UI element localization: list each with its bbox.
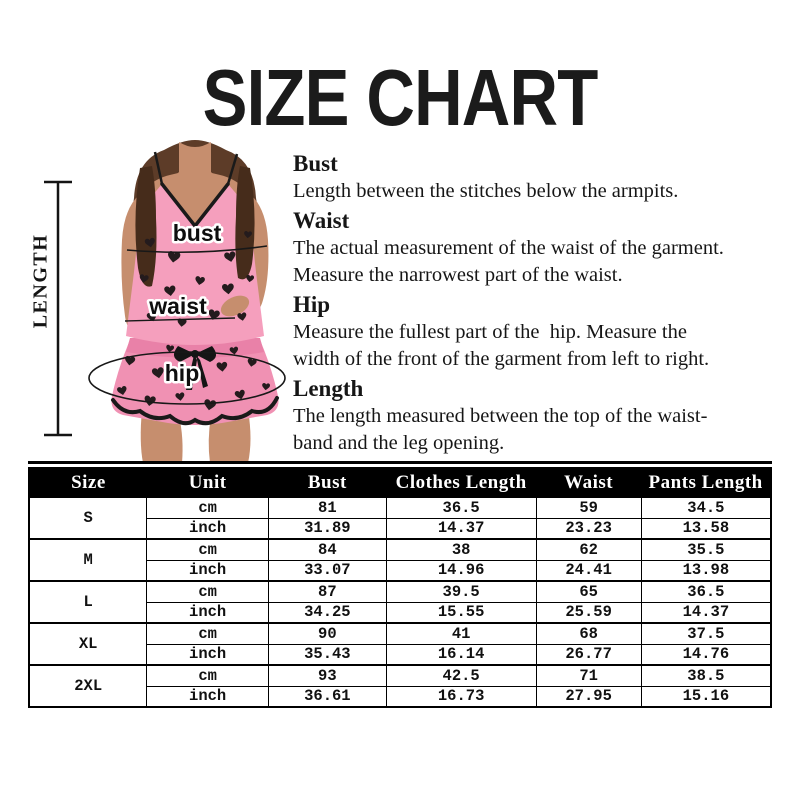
unit-cell: inch bbox=[147, 686, 269, 707]
value-cell: 16.73 bbox=[386, 686, 536, 707]
unit-cell: cm bbox=[147, 539, 269, 560]
table-header-unit: Unit bbox=[147, 468, 269, 497]
value-cell: 93 bbox=[268, 665, 386, 686]
waist-annotation-label: waist bbox=[149, 293, 207, 319]
table-row bbox=[29, 665, 771, 686]
length-measure bbox=[26, 158, 90, 450]
value-cell: 31.89 bbox=[268, 518, 386, 539]
table-header-size: Size bbox=[29, 468, 147, 497]
value-cell: 35.43 bbox=[268, 644, 386, 665]
value-cell: 14.37 bbox=[386, 518, 536, 539]
value-cell: 23.23 bbox=[536, 518, 641, 539]
definition-line: The length measured between the top of the waist- bbox=[293, 404, 708, 427]
value-cell: 36.61 bbox=[268, 686, 386, 707]
size-cell: L bbox=[29, 581, 147, 623]
value-cell: 35.5 bbox=[641, 539, 771, 560]
value-cell: 14.76 bbox=[641, 644, 771, 665]
model-hair-lock-left bbox=[135, 166, 156, 287]
value-cell: 39.5 bbox=[386, 581, 536, 602]
definitions-list bbox=[293, 149, 779, 458]
value-cell: 14.96 bbox=[386, 560, 536, 581]
size-cell: XL bbox=[29, 623, 147, 665]
unit-cell: cm bbox=[147, 665, 269, 686]
value-cell: 81 bbox=[268, 497, 386, 518]
table-header-waist: Waist bbox=[536, 468, 641, 497]
value-cell: 27.95 bbox=[536, 686, 641, 707]
value-cell: 36.5 bbox=[386, 497, 536, 518]
definition-line: Measure the narrowest part of the waist. bbox=[293, 264, 623, 286]
value-cell: 65 bbox=[536, 581, 641, 602]
value-cell: 33.07 bbox=[268, 560, 386, 581]
table-row bbox=[29, 581, 771, 602]
size-cell: S bbox=[29, 497, 147, 539]
table-row bbox=[29, 539, 771, 560]
unit-cell: cm bbox=[147, 497, 269, 518]
value-cell: 71 bbox=[536, 665, 641, 686]
definition-line: width of the front of the garment from left to right. bbox=[293, 348, 710, 370]
size-table-section bbox=[28, 461, 772, 708]
table-row bbox=[29, 497, 771, 518]
value-cell: 87 bbox=[268, 581, 386, 602]
value-cell: 90 bbox=[268, 623, 386, 644]
definition-line: Measure the fullest part of the hip. Measure the bbox=[293, 320, 687, 343]
unit-cell: inch bbox=[147, 518, 269, 539]
value-cell: 68 bbox=[536, 623, 641, 644]
value-cell: 25.59 bbox=[536, 602, 641, 623]
value-cell: 41 bbox=[386, 623, 536, 644]
unit-cell: inch bbox=[147, 644, 269, 665]
definition-term-waist: Waist bbox=[293, 207, 350, 233]
page-title-row bbox=[0, 53, 800, 142]
value-cell: 26.77 bbox=[536, 644, 641, 665]
bust-annotation-label: bust bbox=[172, 220, 222, 246]
value-cell: 36.5 bbox=[641, 581, 771, 602]
definition-line: The actual measurement of the waist of the garment. bbox=[293, 236, 724, 259]
unit-cell: inch bbox=[147, 560, 269, 581]
value-cell: 13.98 bbox=[641, 560, 771, 581]
value-cell: 34.25 bbox=[268, 602, 386, 623]
table-header-row bbox=[29, 468, 771, 497]
definition-term-hip: Hip bbox=[293, 291, 331, 317]
value-cell: 13.58 bbox=[641, 518, 771, 539]
definition-term-length: Length bbox=[293, 375, 364, 401]
table-top-rule bbox=[28, 461, 772, 464]
value-cell: 16.14 bbox=[386, 644, 536, 665]
value-cell: 14.37 bbox=[641, 602, 771, 623]
value-cell: 38 bbox=[386, 539, 536, 560]
unit-cell: cm bbox=[147, 581, 269, 602]
value-cell: 24.41 bbox=[536, 560, 641, 581]
size-cell: 2XL bbox=[29, 665, 147, 707]
definition-term-bust: Bust bbox=[293, 151, 338, 176]
unit-cell: cm bbox=[147, 623, 269, 644]
model-hair-lock-right bbox=[235, 166, 254, 279]
value-cell: 42.5 bbox=[386, 665, 536, 686]
definition-line: band and the leg opening. bbox=[293, 432, 505, 454]
hip-annotation-label: hip bbox=[164, 360, 200, 386]
value-cell: 59 bbox=[536, 497, 641, 518]
table-header-pants-length: Pants Length bbox=[641, 468, 771, 497]
model-photo bbox=[82, 138, 312, 463]
length-label: LENGTH bbox=[29, 233, 52, 329]
value-cell: 62 bbox=[536, 539, 641, 560]
table-header-clothes-length: Clothes Length bbox=[386, 468, 536, 497]
value-cell: 15.55 bbox=[386, 602, 536, 623]
page-title: SIZE CHART bbox=[202, 53, 598, 142]
size-table bbox=[28, 467, 772, 708]
value-cell: 84 bbox=[268, 539, 386, 560]
value-cell: 38.5 bbox=[641, 665, 771, 686]
value-cell: 15.16 bbox=[641, 686, 771, 707]
definition-line: Length between the stitches below the armpits. bbox=[293, 180, 679, 202]
table-row bbox=[29, 623, 771, 644]
table-header-bust: Bust bbox=[268, 468, 386, 497]
value-cell: 37.5 bbox=[641, 623, 771, 644]
value-cell: 34.5 bbox=[641, 497, 771, 518]
unit-cell: inch bbox=[147, 602, 269, 623]
size-cell: M bbox=[29, 539, 147, 581]
